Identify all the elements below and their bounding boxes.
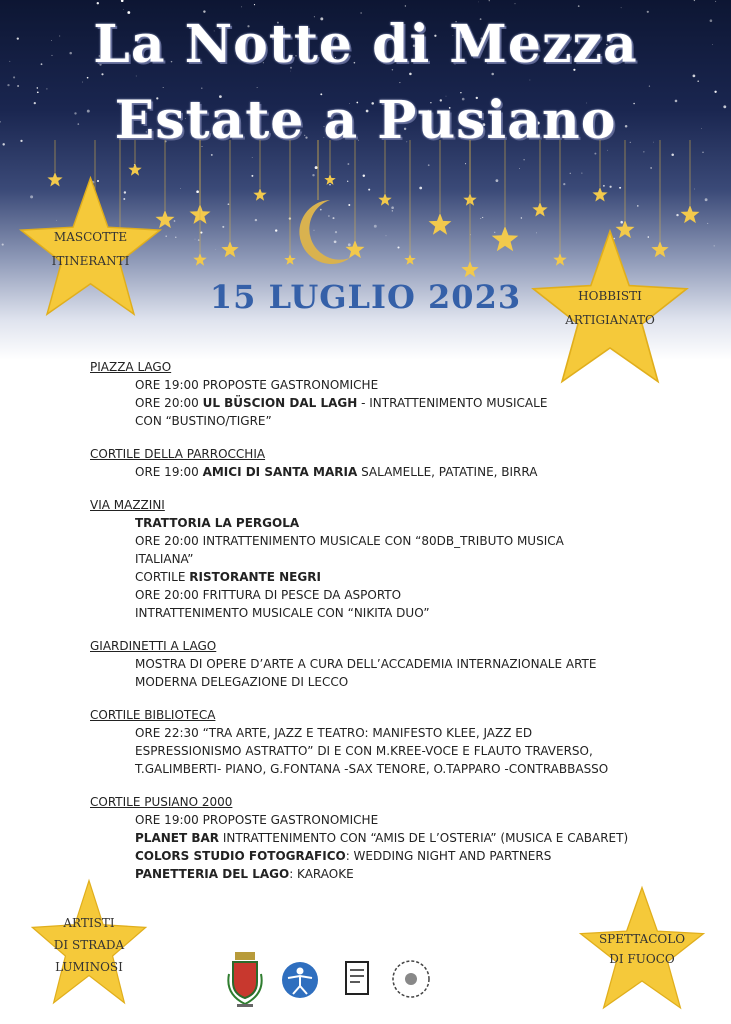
- star-label-1: MASCOTTE: [53, 230, 128, 244]
- section-heading: CORTILE DELLA PARROCCHIA: [90, 447, 266, 461]
- sponsor-logos: [0, 950, 731, 1010]
- sky-star-dot: [621, 7, 622, 8]
- program-section: [90, 358, 710, 430]
- program-line: MOSTRA DI OPERE D’ARTE A CURA DELL’ACCADEMIA INTERNAZIONALE ARTE: [135, 657, 597, 671]
- blue-figure-logo-icon: [280, 960, 320, 1000]
- star-label-1: HOBBISTI: [578, 289, 642, 303]
- sky-star-dot: [17, 85, 19, 87]
- hanging-star-icon: [461, 261, 478, 277]
- program-line: T.GALIMBERTI- PIANO, G.FONTANA -SAX TENORE, O.TAPPARO -CONTRABBASSO: [135, 762, 609, 776]
- program-line: [90, 514, 710, 532]
- title-line-2: Estate a Pusiano: [114, 90, 617, 151]
- hanging-star-icon: [429, 213, 452, 235]
- program-line: INTRATTENIMENTO MUSICALE CON “NIKITA DUO”: [135, 606, 430, 620]
- event-date: 15 LUGLIO 2023: [209, 278, 522, 316]
- venue-name: UL BÜSCION DAL LAGH: [202, 396, 358, 410]
- star-label-2: DI STRADA: [53, 938, 125, 952]
- sky-star-dot: [515, 3, 516, 4]
- sky-star-dot: [578, 5, 580, 7]
- star-mascotte: [18, 175, 163, 320]
- program-section: [90, 793, 710, 883]
- sky-star-dot: [97, 2, 99, 4]
- sky-star-dot: [257, 87, 258, 88]
- sky-star-dot: [399, 82, 400, 83]
- program-line: PLANET BAR INTRATTENIMENTO CON “AMIS DE L’OSTERIA” (MUSICA E CABARET): [135, 831, 629, 845]
- hanging-star-icon: [253, 188, 266, 201]
- sky-star-dot: [715, 1, 716, 2]
- program-line: CON “BUSTINO/TIGRE”: [135, 414, 272, 428]
- section-heading: CORTILE PUSIANO 2000: [90, 795, 233, 809]
- program-section: [90, 637, 710, 691]
- title-line-1: La Notte di Mezza: [93, 14, 638, 75]
- program-section: [90, 496, 710, 622]
- program-line: ORE 20:00 FRITTURA DI PESCE DA ASPORTO: [135, 588, 402, 602]
- venue-name: RISTORANTE NEGRI: [189, 570, 321, 584]
- sky-star-dot: [478, 2, 479, 3]
- venue-name: AMICI DI SANTA MARIA: [202, 465, 358, 479]
- star-label-2: ITINERANTI: [51, 254, 130, 268]
- program-line: CORTILE RISTORANTE NEGRI: [135, 570, 321, 584]
- sky-star-dot: [7, 84, 9, 86]
- sky-star-dot: [694, 0, 695, 1]
- program-line: PANETTERIA DEL LAGO: KARAOKE: [135, 867, 354, 881]
- star-label-2: ARTIGIANATO: [565, 313, 655, 327]
- hanging-star-icon: [193, 253, 206, 266]
- program-line: ORE 20:00 UL BÜSCION DAL LAGH - INTRATTENIMENTO MUSICALE: [135, 396, 548, 410]
- hanging-star-icon: [221, 241, 238, 257]
- program-line: ORE 19:00 PROPOSTE GASTRONOMICHE: [135, 378, 379, 392]
- sky-star-dot: [241, 7, 242, 8]
- sky-star-dot: [489, 0, 490, 1]
- sky-star-dot: [203, 10, 205, 12]
- hanging-star-icon: [592, 187, 607, 202]
- sky-star-dot: [82, 82, 83, 83]
- sky-star-dot: [254, 4, 255, 5]
- hanging-star-icon: [532, 202, 547, 217]
- hanging-star-icon: [346, 240, 365, 258]
- hanging-star-icon: [324, 174, 335, 185]
- sky-star-dot: [121, 0, 124, 2]
- sky-star-dot: [136, 76, 137, 77]
- star-label-2: DI FUOCO: [609, 952, 675, 966]
- hanging-star-icon: [378, 193, 391, 206]
- program-line: COLORS STUDIO FOTOGRAFICO: WEDDING NIGHT AND PARTNERS: [135, 849, 552, 863]
- hanging-star-icon: [492, 226, 519, 251]
- sky-star-dot: [37, 87, 38, 88]
- sky-star-dot: [697, 80, 699, 82]
- sky-star-dot: [123, 9, 124, 10]
- program-line: ORE 20:00 INTRATTENIMENTO MUSICALE CON “80DB_TRIBUTO MUSICA: [135, 534, 564, 548]
- program-line: ESPRESSIONISMO ASTRATTO” DI E CON M.KREE-VOCE E FLAUTO TRAVERSO,: [135, 744, 593, 758]
- program-section: [90, 445, 710, 481]
- municipal-crest-icon: [225, 950, 265, 1010]
- sky-star-dot: [201, 88, 202, 89]
- section-heading: PIAZZA LAGO: [90, 360, 172, 374]
- book-logo-icon: [344, 960, 370, 996]
- program-line: MODERNA DELEGAZIONE DI LECCO: [135, 675, 349, 689]
- section-heading: VIA MAZZINI: [90, 498, 165, 512]
- star-label-3: LUMINOSI: [55, 960, 123, 974]
- sky-star-dot: [405, 5, 406, 6]
- venue-name: PLANET BAR: [135, 831, 220, 845]
- sky-star-dot: [13, 76, 15, 78]
- program-line: ORE 19:00 AMICI DI SANTA MARIA SALAMELLE, PATATINE, BIRRA: [135, 465, 538, 479]
- circle-logo-icon: [390, 958, 432, 1000]
- star-label-1: SPETTACOLO: [598, 932, 686, 946]
- hanging-star-icon: [284, 254, 295, 265]
- crescent-moon-icon: [299, 200, 350, 264]
- section-heading: CORTILE BIBLIOTECA: [90, 708, 216, 722]
- hanging-star-icon: [128, 163, 141, 176]
- sky-star-dot: [649, 86, 650, 87]
- program-section: [90, 706, 710, 778]
- program-line: ORE 19:00 PROPOSTE GASTRONOMICHE: [135, 813, 379, 827]
- sky-star-dot: [530, 80, 531, 81]
- event-program: [90, 358, 710, 898]
- venue-name: PANETTERIA DEL LAGO: [135, 867, 290, 881]
- hanging-star-icon: [404, 254, 415, 265]
- star-label-1: ARTISTI: [63, 916, 115, 930]
- sky-star-dot: [163, 87, 164, 88]
- venue-name: COLORS STUDIO FOTOGRAFICO: [135, 849, 346, 863]
- sky-star-dot: [647, 11, 649, 13]
- sky-star-dot: [87, 77, 89, 79]
- program-line: ITALIANA”: [135, 552, 194, 566]
- venue-name: TRATTORIA LA PERGOLA: [135, 516, 300, 530]
- section-heading: GIARDINETTI A LAGO: [90, 639, 217, 653]
- hanging-star-icon: [681, 205, 700, 223]
- program-line: ORE 22:30 “TRA ARTE, JAZZ E TEATRO: MANIFESTO KLEE, JAZZ ED: [135, 726, 533, 740]
